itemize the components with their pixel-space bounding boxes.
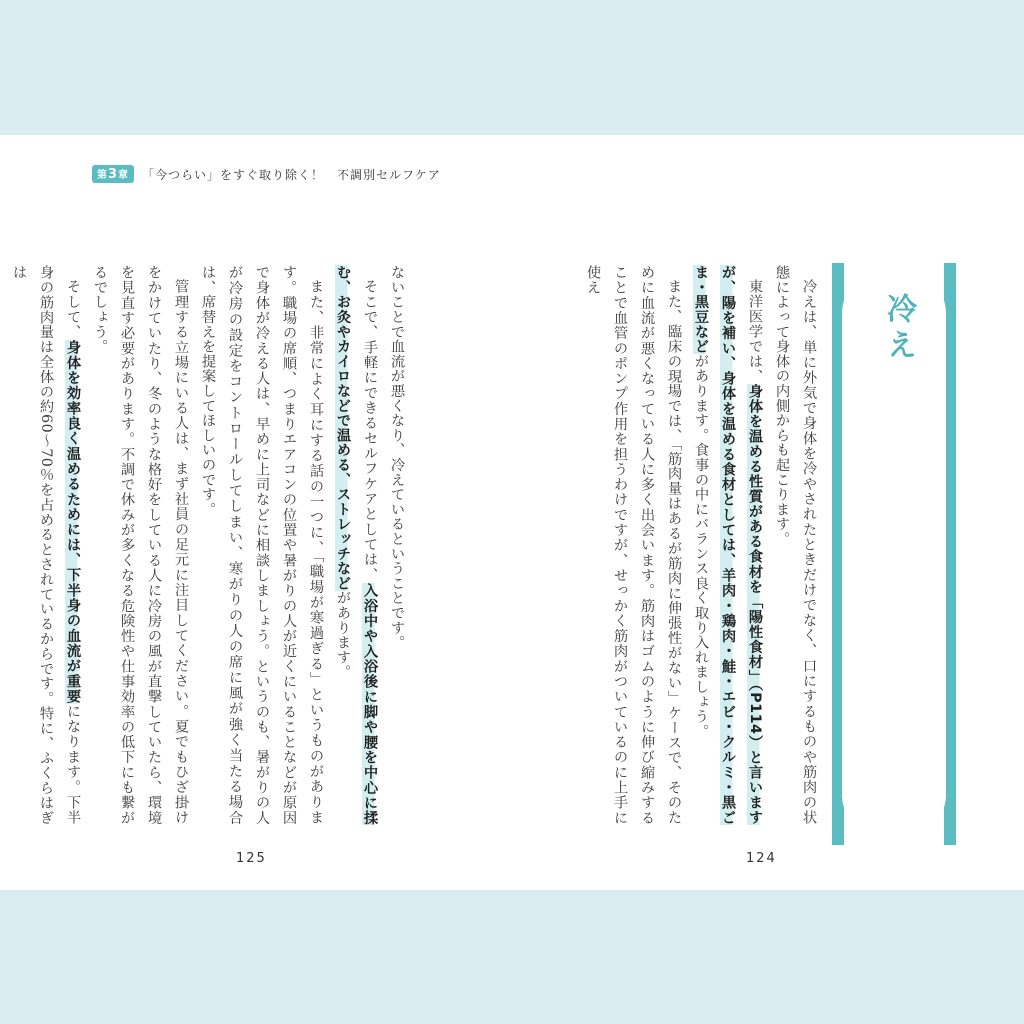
running-head — [92, 165, 441, 183]
section-title: 冷え — [881, 293, 916, 365]
page-number-left: 125 — [236, 851, 267, 866]
paragraph: そして、身体を効率良く温めるためには、下半身の血流が重要になります。下半身の筋肉量は全体の約60〜70％を占めるとされているからです。特に、ふくらはぎは — [11, 265, 81, 826]
section-title-frame — [832, 263, 956, 845]
chapter-badge: 第3章 — [92, 165, 134, 183]
paragraph: そこで、手軽にできるセルフケアとしては、入浴中や入浴後に脚や腰を中心に揉む、お灸やカイロなどで温める、ストレッチなどがあります。 — [335, 265, 378, 825]
highlight-text: 身体を効率良く温めるためには、下半身の血流が重要 — [65, 339, 81, 705]
paragraph: 東洋医学では、身体を温める性質がある食材を「陽性食材」（P114）と言いますが、陽を補い、身体を温める食材としては、羊肉・鶏肉・鮭・エビ・クルミ・黒ごま・黒豆などがあります。食事の中にバランス良く取り入れましょう。 — [693, 265, 763, 825]
paragraph: また、非常によく耳にする話の一つに、「職場が寒過ぎる」というものがあります。職場の席順、つまりエアコンの位置や暑がりの人が近くにいることなどが原因で身体が冷える人は、早めに上司などに相談しましょう。というのも、暑がりの人が冷房の設定をコントロールしてしまい、寒がりの人の席に風が強く当たる場合は、席替えを提案してほしいのです。 — [200, 265, 324, 825]
paragraph: 管理する立場にいる人は、まず社員の足元に注目してください。夏でもひざ掛けをかけていたり、冬のような格好をしている人に冷房の風が直撃していたら、環境を見直す必要があります。不調で休みが多くなる危険性や仕事効率の低下にも繋がるでしょう。 — [92, 265, 189, 825]
highlight-text: 身体を温める性質がある食材を「陽性食材」（P114）と言いますが、陽を補い、身体を温める食材としては、羊肉・鶏肉・鮭・エビ・クルミ・黒ごま・黒豆など — [693, 265, 763, 825]
chapter-title: 「今つらい」をすぐ取り除く！ 不調別セルフケア — [142, 167, 441, 182]
highlight-text: 入浴中や入浴後に脚や腰を中心に揉む、お灸やカイロなどで温める、ストレッチなど — [335, 265, 378, 825]
paragraph: 冷えは、単に外気で身体を冷やされたときだけでなく、口にするものや筋肉の状態によって身体の内側からも起こります。 — [774, 265, 817, 825]
page-125-body — [11, 265, 410, 826]
page-124-body — [585, 265, 822, 825]
paragraph: ないことで血流が悪くなり、冷えているということです。 — [389, 265, 405, 650]
page-number-right: 124 — [746, 851, 777, 866]
paragraph: また、臨床の現場では、「筋肉量はあるが筋肉に伸張性がない」ケースで、そのために血流が悪くなっている人に多く出会います。筋肉はゴムのように伸び縮みすることで血管のポンプ作用を担うわけですが、せっかく筋肉がついているのに上手に使え — [585, 265, 682, 825]
book-spread — [0, 135, 1024, 890]
